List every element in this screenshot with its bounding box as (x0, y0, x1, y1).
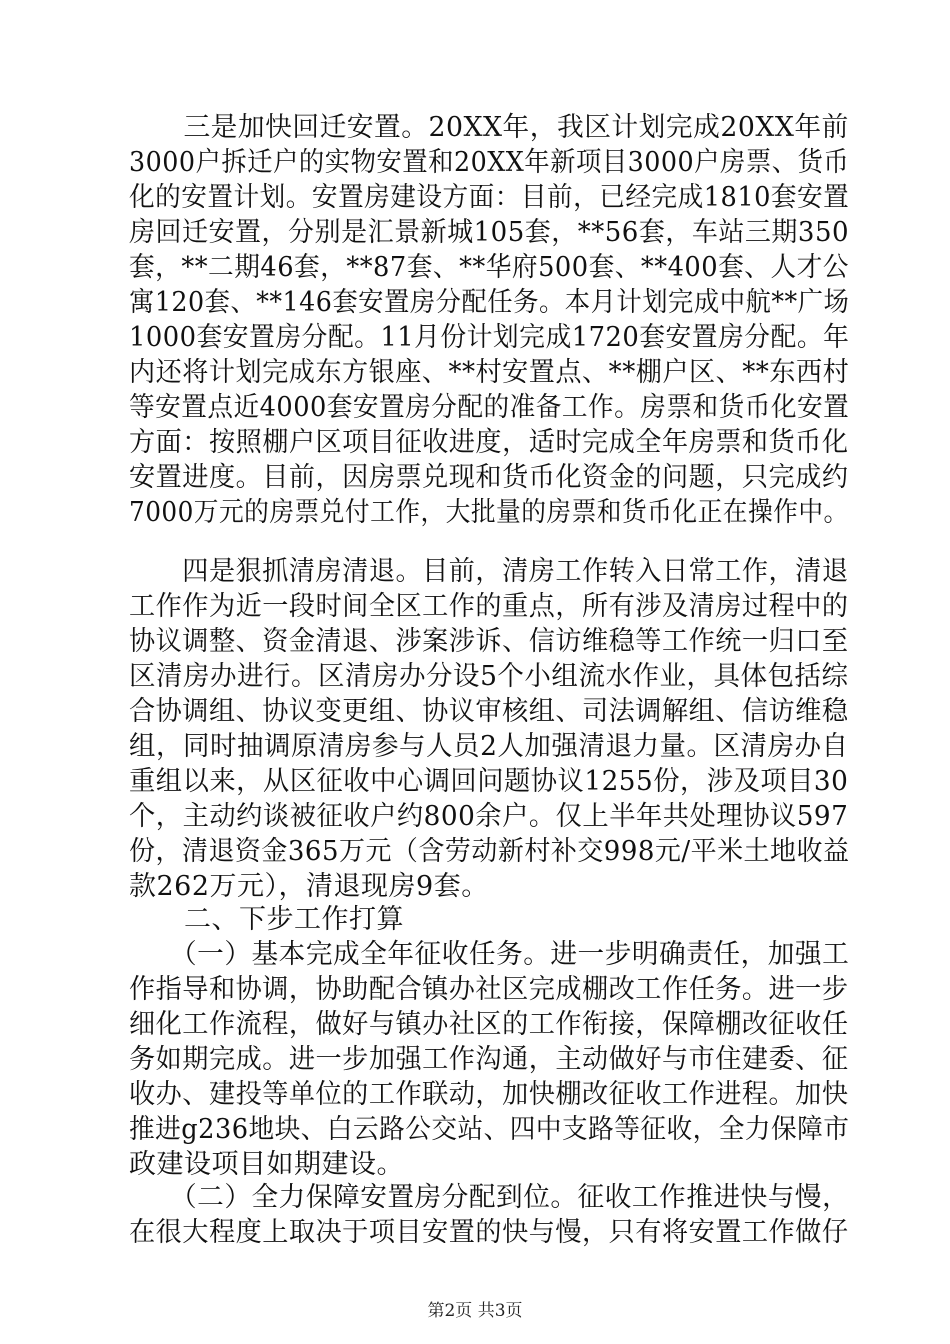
text-line: 作指导和协调，协助配合镇办社区完成棚改工作任务。进一步 (129, 974, 849, 1005)
text-line: 3000户拆迁户的实物安置和20XX年新项目3000户房票、货币 (129, 147, 850, 178)
text-line: 务如期完成。进一步加强工作沟通，主动做好与市住建委、征 (129, 1044, 849, 1075)
text-line: （一）基本完成全年征收任务。进一步明确责任，加强工 (129, 939, 850, 970)
text-line: 收办、建投等单位的工作联动，加快棚改征收工作进程。加快 (129, 1079, 849, 1110)
text-line: 寓120套、**146套安置房分配任务。本月计划完成中航**广场 (129, 287, 850, 318)
text-line: （二）全力保障安置房分配到位。征收工作推进快与慢， (129, 1182, 850, 1213)
text-line: 安置进度。目前，因房票兑现和货币化资金的问题，只完成约 (129, 462, 849, 493)
text-line: 款262万元），清退现房9套。 (129, 871, 489, 902)
text-line: 合协调组、协议变更组、协议审核组、司法调解组、信访维稳 (129, 696, 849, 727)
text-line: 重组以来，从区征收中心调回问题协议1255份，涉及项目30 (129, 766, 849, 797)
text-line: 二、下步工作打算 (129, 904, 404, 935)
text-line: 细化工作流程，做好与镇办社区的工作衔接，保障棚改征收任 (129, 1009, 849, 1040)
text-line: 三是加快回迁安置。20XX年，我区计划完成20XX年前 (129, 112, 849, 143)
text-line: 政建设项目如期建设。 (129, 1149, 404, 1180)
text-line: 工作作为近一段时间全区工作的重点，所有涉及清房过程中的 (129, 591, 849, 622)
text-line: 方面：按照棚户区项目征收进度，适时完成全年房票和货币化 (129, 427, 849, 458)
text-line: 区清房办进行。区清房办分设5个小组流水作业，具体包括综 (129, 661, 849, 692)
text-line: 套，**二期46套，**87套、**华府500套、**400套、人才公 (129, 252, 849, 283)
page-footer: 第2页 共3页 (427, 1301, 523, 1321)
text-line: 1000套安置房分配。11月份计划完成1720套安置房分配。年 (129, 322, 850, 353)
text-line: 组，同时抽调原清房参与人员2人加强清退力量。区清房办自 (129, 731, 849, 762)
text-line: 内还将计划完成东方银座、**村安置点、**棚户区、**东西村 (129, 357, 850, 388)
text-line: 在很大程度上取决于项目安置的快与慢，只有将安置工作做仔 (129, 1217, 849, 1248)
text-line: 协议调整、资金清退、涉案涉诉、信访维稳等工作统一归口至 (129, 626, 849, 657)
text-line: 个，主动约谈被征收户约800余户。仅上半年共处理协议597 (129, 801, 849, 832)
text-line: 份，清退资金365万元（含劳动新村补交998元/平米土地收益 (129, 836, 850, 867)
text-line: 推进g236地块、白云路公交站、四中支路等征收，全力保障市 (129, 1114, 850, 1145)
text-line: 房回迁安置，分别是汇景新城105套，**56套，车站三期350 (129, 217, 850, 248)
text-line: 7000万元的房票兑付工作，大批量的房票和货币化正在操作中。 (129, 497, 849, 528)
text-line: 化的安置计划。安置房建设方面：目前，已经完成1810套安置 (129, 182, 850, 213)
text-line: 四是狠抓清房清退。目前，清房工作转入日常工作，清退 (129, 556, 849, 587)
text-line: 等安置点近4000套安置房分配的准备工作。房票和货币化安置 (129, 392, 850, 423)
